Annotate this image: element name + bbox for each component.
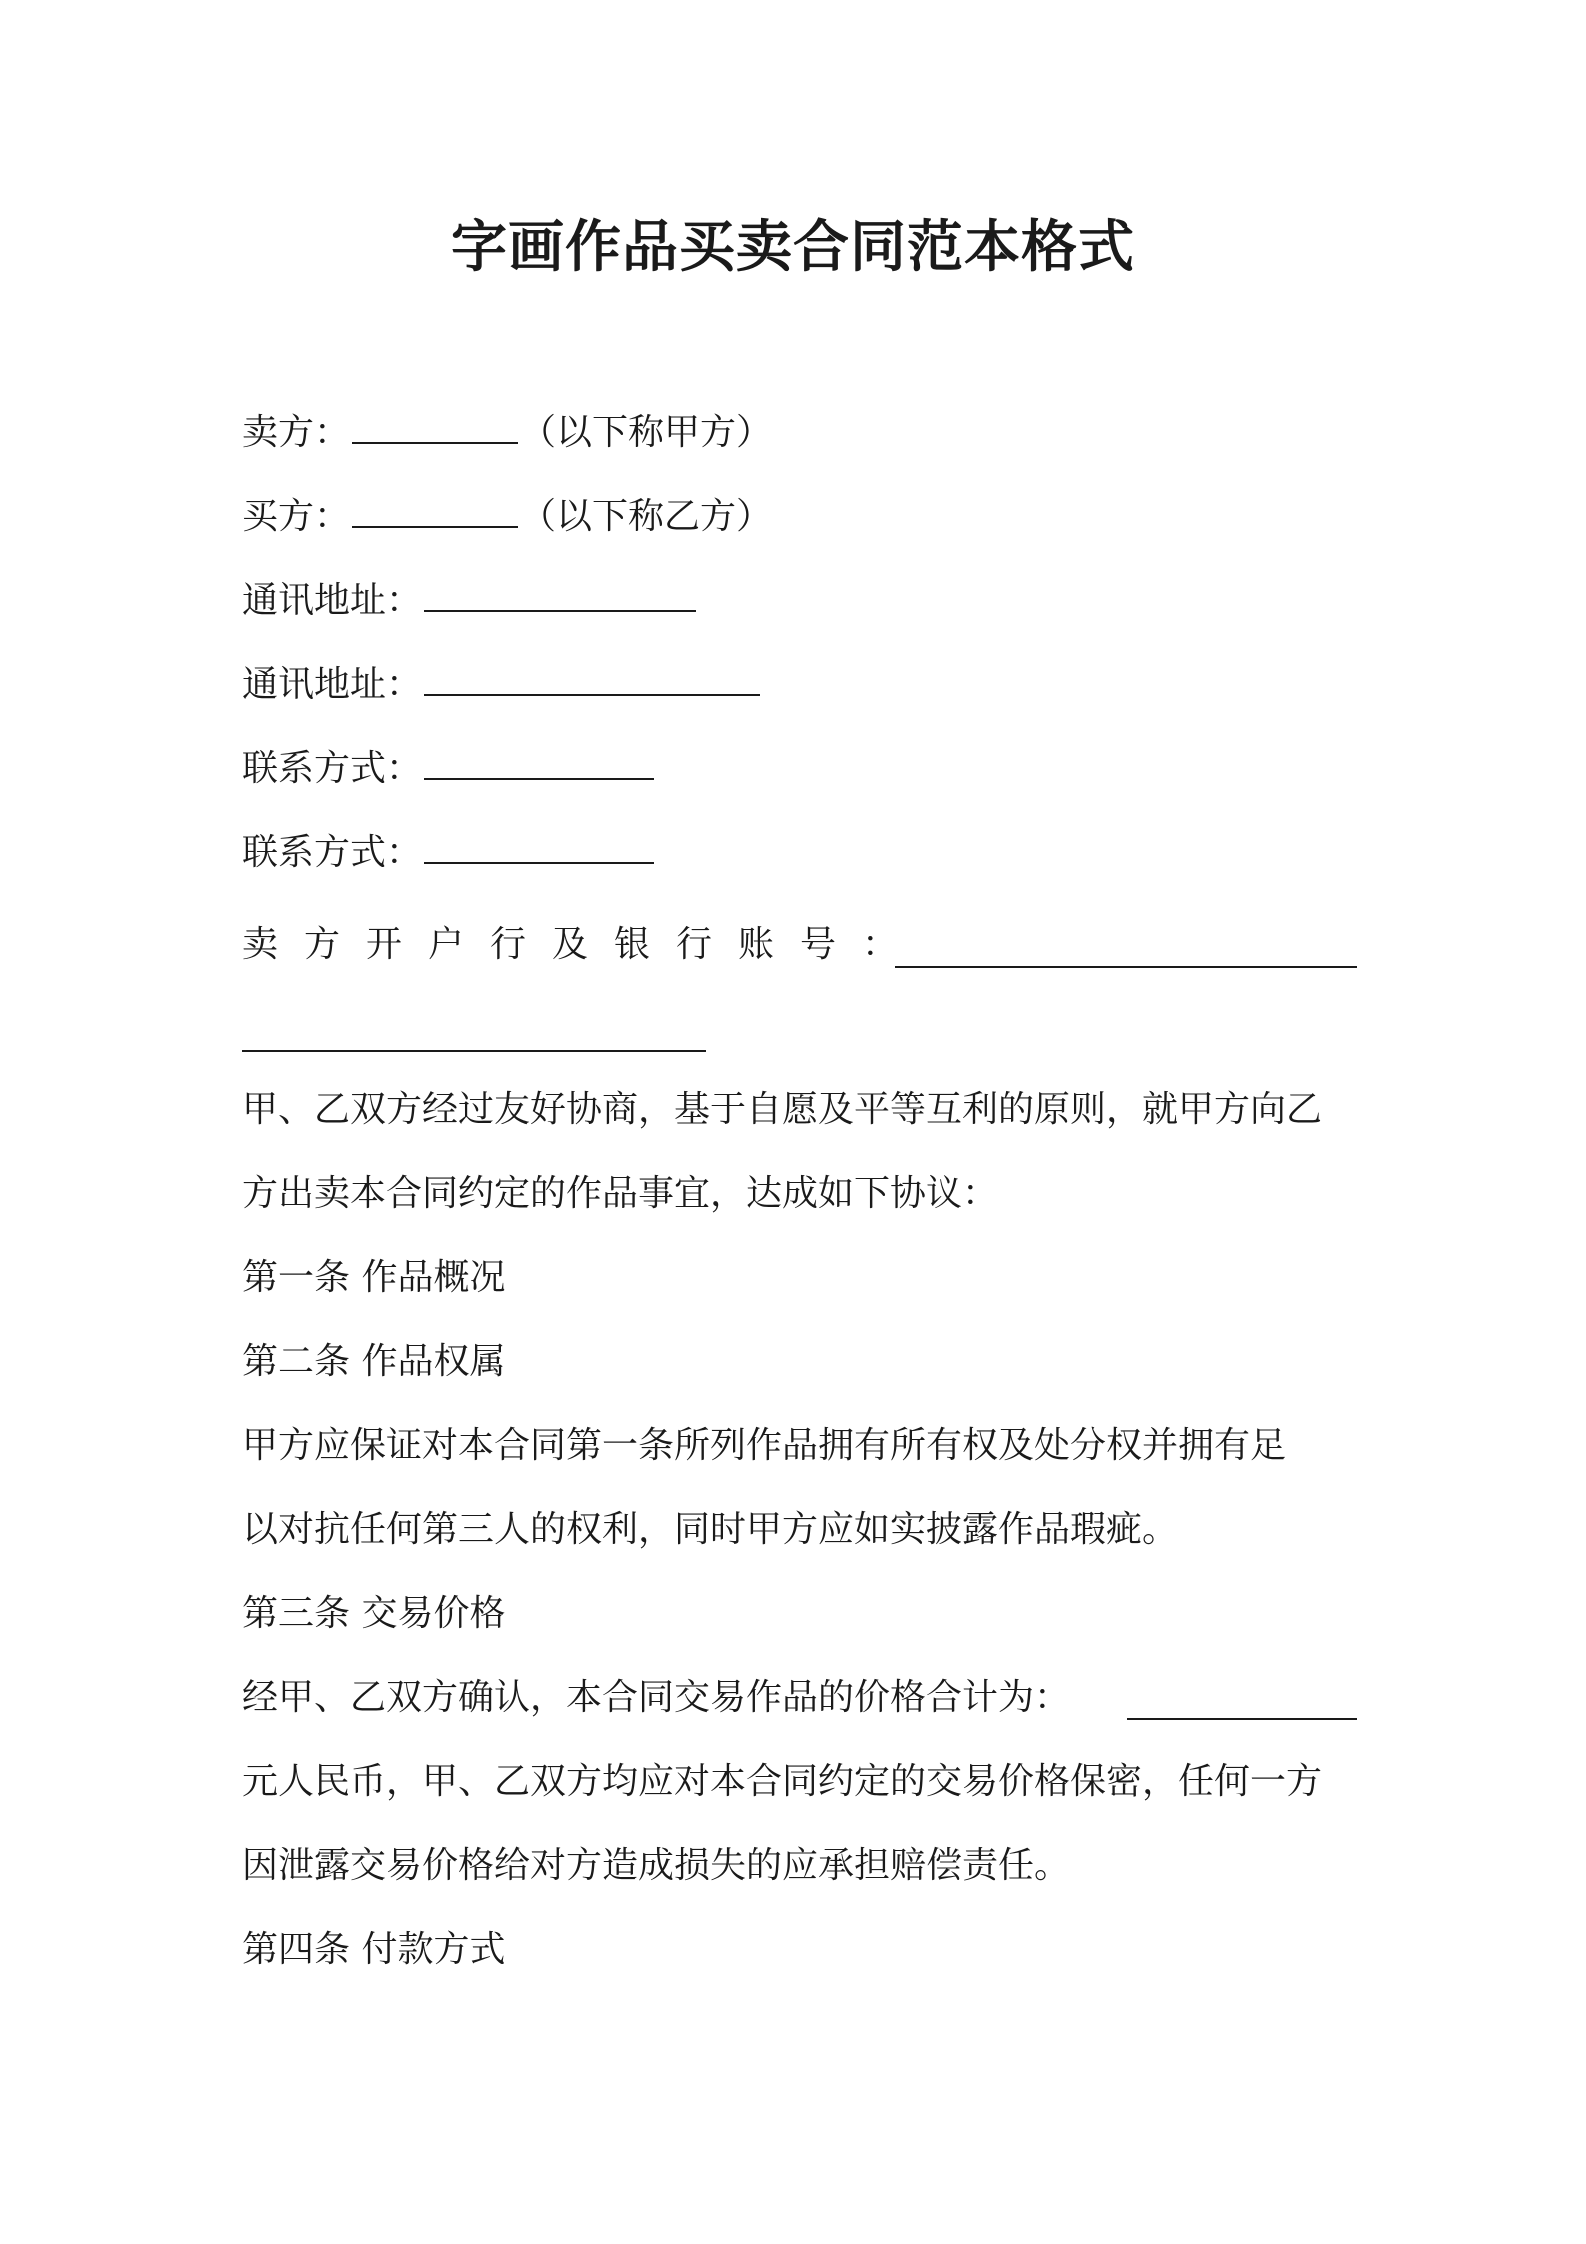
article-3-text-line-1	[242, 1673, 1070, 1723]
price-blank[interactable]	[1127, 1718, 1357, 1720]
intro-line-1: 甲、乙双方经过友好协商，基于自愿及平等互利的原则，就甲方向乙	[242, 1089, 1323, 1130]
buyer-label: 买方：	[242, 496, 351, 537]
article-2-text-line-2: 以对抗任何第三人的权利，同时甲方应如实披露作品瑕疵。	[242, 1509, 1179, 1550]
intro-line-2: 方出卖本合同约定的作品事宜，达成如下协议：	[242, 1173, 999, 1214]
bank-label: 卖方开户行及银行账号：	[242, 924, 925, 965]
address-line-2	[242, 660, 762, 710]
address-blank-1[interactable]	[424, 576, 696, 612]
address-line-1	[242, 576, 698, 626]
document-title: 字画作品买卖合同范本格式	[451, 215, 1135, 280]
article-1-heading: 第一条 作品概况	[242, 1257, 506, 1298]
address-label-2: 通讯地址：	[242, 664, 423, 705]
contact-blank-2[interactable]	[424, 828, 654, 864]
seller-blank[interactable]	[352, 408, 518, 444]
article-2-heading: 第二条 作品权属	[242, 1341, 506, 1382]
contact-label-2: 联系方式：	[242, 832, 423, 873]
buyer-blank[interactable]	[352, 492, 518, 528]
article-3-text-line-2: 元人民币，甲、乙双方均应对本合同约定的交易价格保密，任何一方	[242, 1761, 1323, 1802]
article-2-text-line-1: 甲方应保证对本合同第一条所列作品拥有所有权及处分权并拥有足	[242, 1425, 1287, 1466]
buyer-suffix: （以下称乙方）	[520, 496, 773, 537]
seller-suffix: （以下称甲方）	[520, 412, 773, 453]
article-3-heading: 第三条 交易价格	[242, 1593, 506, 1634]
address-label-1: 通讯地址：	[242, 580, 423, 621]
seller-label: 卖方：	[242, 412, 351, 453]
article-3-text-line-3: 因泄露交易价格给对方造成损失的应承担赔偿责任。	[242, 1845, 1071, 1886]
article-4-heading: 第四条 付款方式	[242, 1929, 506, 1970]
bank-blank-2[interactable]	[242, 1050, 706, 1052]
bank-line	[242, 920, 924, 970]
address-blank-2[interactable]	[424, 660, 760, 696]
article-3-text-1: 经甲、乙双方确认，本合同交易作品的价格合计为：	[242, 1677, 1071, 1718]
contact-line-1	[242, 744, 656, 794]
bank-blank-1[interactable]	[895, 966, 1357, 968]
contact-line-2	[242, 828, 656, 878]
seller-line	[242, 408, 772, 458]
buyer-line	[242, 492, 772, 542]
contact-label-1: 联系方式：	[242, 748, 423, 789]
contact-blank-1[interactable]	[424, 744, 654, 780]
